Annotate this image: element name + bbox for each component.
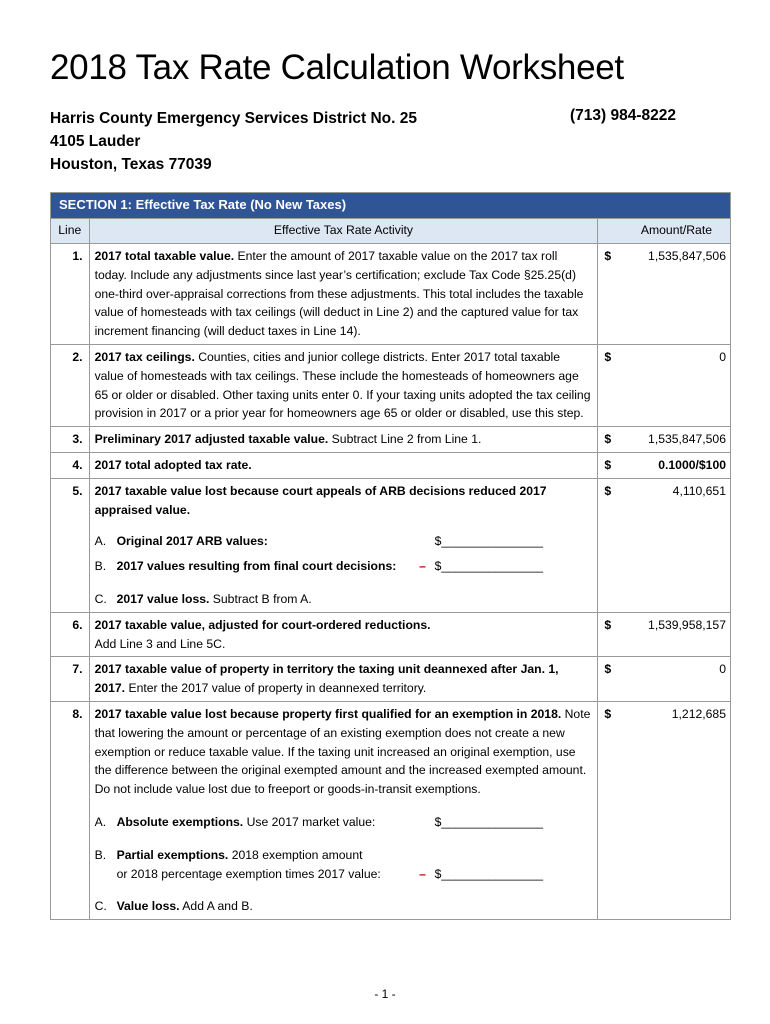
table-row: [51, 612, 731, 657]
activity-heading: 2017 tax ceilings.: [94, 349, 195, 364]
column-header-row: [51, 219, 731, 244]
subline-a: [95, 532, 592, 551]
blank-amount-field[interactable]: $_______________: [434, 534, 544, 549]
activity-description: Note that lowering the amount or percentage of an existing exemption does not create a new exemption or reduce taxable value. If the taxing unit increased an original exemption, use the difference between the original exempted amount and the increased exempted amount. Do not include value lost due to freeport or goods-in-transit exemptions.: [94, 706, 591, 797]
dollar-sign: $: [604, 249, 612, 263]
subline-a: [95, 813, 592, 832]
line-number: 6.: [51, 612, 90, 657]
amount-value: 0: [719, 662, 726, 677]
line-number: 4.: [51, 452, 90, 478]
activity-text: [89, 657, 598, 702]
activity-heading: 2017 taxable value lost because property first qualified for an exemption in 2018.: [94, 706, 562, 721]
table-row: [51, 452, 731, 478]
subline-text: Add A and B.: [179, 899, 253, 914]
line-number: 8.: [51, 701, 90, 919]
table-row: [51, 344, 731, 426]
activity-heading: 2017 total adopted tax rate.: [94, 457, 252, 472]
activity-heading: 2017 taxable value lost because court appeals of ARB decisions reduced 2017 appraised value.: [94, 483, 547, 517]
line-number: 5.: [51, 478, 90, 612]
amount-cell: [598, 452, 731, 478]
subline-letter: B.: [94, 559, 107, 574]
subline-b: [95, 846, 592, 884]
activity-description: Counties, cities and junior college districts. Enter 2017 total taxable value of homesteads with tax ceilings. These include the homesteads of homeowners age 65 or older or disabled. Other taxing units enter 0. If your taxing units adopted the tax ceiling provision in 2017 or a prior year for homeowners age 65 or older or disabled, use this step.: [94, 349, 591, 421]
subline-b: [95, 557, 592, 576]
org-phone: (713) 984-8222: [570, 107, 676, 124]
subline-letter: A.: [94, 534, 107, 549]
table-row: [51, 427, 731, 453]
subline-text: or 2018 percentage exemption times 2017 value:: [116, 866, 381, 881]
dollar-sign: $: [604, 349, 612, 364]
dollar-sign: $: [604, 706, 612, 721]
activity-text: [89, 478, 598, 612]
activity-heading: 2017 total taxable value.: [94, 249, 235, 263]
blank-amount-field[interactable]: $_______________: [434, 814, 544, 829]
activity-text: [89, 612, 598, 657]
amount-value: 1,535,847,506: [648, 249, 726, 263]
subline-text: Subtract B from A.: [209, 591, 312, 606]
activity-description: Add Line 3 and Line 5C.: [94, 636, 226, 651]
line-number: 3.: [51, 427, 90, 453]
subline-label: Partial exemptions.: [116, 847, 229, 862]
amount-value: 4,110,651: [672, 483, 726, 498]
amount-cell: [598, 612, 731, 657]
amount-cell: [598, 344, 731, 426]
subline-letter: B.: [94, 847, 107, 862]
column-header-line: Line: [51, 219, 90, 244]
minus-sign: –: [419, 559, 426, 574]
table-row: [51, 701, 731, 919]
amount-value: 1,212,685: [671, 706, 726, 721]
subline-letter: C.: [94, 591, 107, 606]
amount-value: 0: [719, 349, 726, 364]
dollar-sign: $: [604, 457, 612, 472]
subline-label: Original 2017 ARB values:: [116, 534, 268, 549]
dollar-sign: $: [604, 432, 612, 447]
activity-description: Subtract Line 2 from Line 1.: [328, 432, 482, 447]
blank-amount-field[interactable]: $_______________: [434, 559, 544, 574]
amount-value: 1,535,847,506: [648, 432, 726, 447]
page-number: - 1 -: [374, 987, 396, 1001]
amount-cell: [598, 701, 731, 919]
table-row: [51, 244, 731, 345]
activity-heading: 2017 taxable value of property in territory the taxing unit deannexed after Jan. 1, 2017.: [94, 662, 559, 696]
activity-text: [89, 452, 598, 478]
activity-text: [89, 427, 598, 453]
activity-description: Enter the amount of 2017 taxable value on the 2017 tax roll today. Include any adjustments since last year’s certification; exclude Tax Code §25.25(d) one-third over-appraisal corrections from these adjustments. This total includes the taxable value of homesteads with tax ceilings (will deduct in Line 2) and the captured value for tax increment financing (will deduct taxes in Line 14).: [94, 249, 584, 339]
worksheet-table: [50, 192, 731, 920]
org-block: [50, 107, 417, 176]
line-number: 7.: [51, 657, 90, 702]
org-address-line2: Houston, Texas 77039: [50, 156, 212, 173]
activity-text: [89, 344, 598, 426]
subline-text: Use 2017 market value:: [243, 814, 376, 829]
subline-label: Value loss.: [116, 899, 180, 914]
activity-description: Enter the 2017 value of property in deannexed territory.: [125, 681, 427, 696]
line-number: 1.: [51, 244, 90, 345]
amount-value: 0.1000/$100: [658, 457, 726, 472]
activity-text: [89, 244, 598, 345]
activity-heading: Preliminary 2017 adjusted taxable value.: [94, 432, 329, 447]
blank-amount-field[interactable]: $_______________: [434, 866, 544, 881]
amount-cell: [598, 244, 731, 345]
table-row: [51, 657, 731, 702]
activity-text: [89, 701, 598, 919]
subline-label: Absolute exemptions.: [116, 814, 244, 829]
page-title: 2018 Tax Rate Calculation Worksheet: [50, 48, 624, 87]
subline-letter: A.: [94, 814, 107, 829]
dollar-sign: $: [604, 483, 612, 498]
subline-c: [95, 590, 592, 609]
subline-text: 2018 exemption amount: [228, 847, 363, 862]
table-row: [51, 478, 731, 612]
amount-cell: [598, 478, 731, 612]
subline-letter: C.: [94, 899, 107, 914]
subline-c: [95, 897, 592, 916]
org-name: Harris County Emergency Services District No. 25: [50, 110, 417, 127]
amount-cell: [598, 657, 731, 702]
amount-cell: [598, 427, 731, 453]
dollar-sign: $: [604, 617, 612, 632]
dollar-sign: $: [604, 662, 612, 677]
section-title: SECTION 1: Effective Tax Rate (No New Taxes): [51, 193, 731, 219]
subline-label: 2017 value loss.: [116, 591, 210, 606]
activity-heading: 2017 taxable value, adjusted for court-ordered reductions.: [94, 617, 431, 632]
org-address-line1: 4105 Lauder: [50, 133, 141, 150]
line-number: 2.: [51, 344, 90, 426]
subline-label: 2017 values resulting from final court decisions:: [116, 559, 397, 574]
column-header-activity: Effective Tax Rate Activity: [89, 219, 598, 244]
column-header-amount: Amount/Rate: [598, 219, 731, 244]
amount-value: 1,539,958,157: [648, 617, 726, 632]
minus-sign: –: [419, 866, 426, 881]
